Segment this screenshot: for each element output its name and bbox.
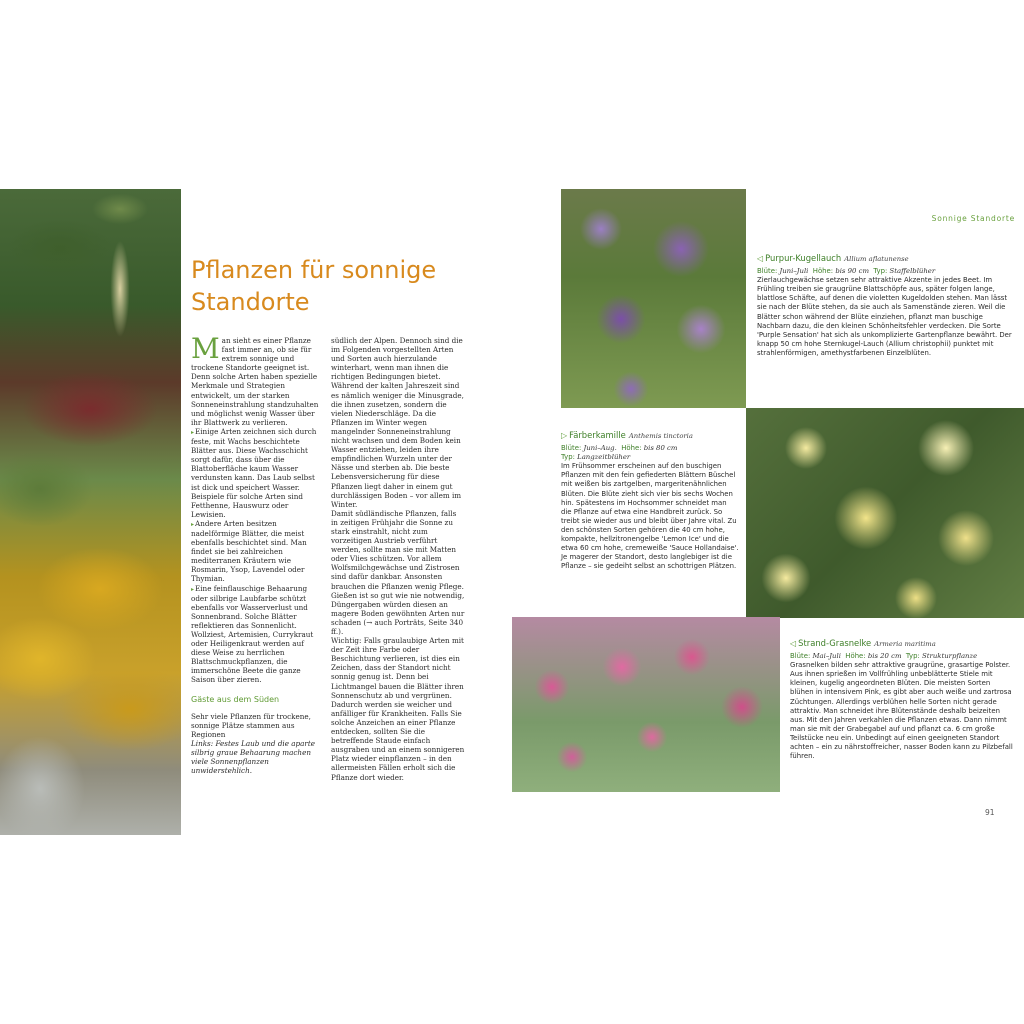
right-arrow-icon: ▷: [561, 431, 568, 440]
plant-title: [561, 431, 739, 441]
typ-value: Staffelblüher: [889, 267, 936, 276]
bullet-arrow-icon: ▸: [191, 520, 195, 528]
garden-border-photo: [0, 189, 181, 835]
drop-cap: M: [191, 332, 220, 365]
plant-entry-allium: [757, 254, 1015, 358]
plant-description: Im Frühsommer erscheinen auf den buschigen Pflanzen mit den fein gefiederten Blättern Büschel mit weißen bis zartgelben, margeritenähnlichen Blüten. Die Blüte zieht sich vier bis sechs Wochen hin. Spätestens im Hochsommer schneidet man die Pflanze auf etwa eine Handbreit zurück. So treibt sie wieder aus und bleibt über Jahre vital. Zu den schönsten Sorten gehören die 40 cm hohe, kompakte, hellzitronengelbe 'Lemon Ice' und die etwa 60 cm hohe, cremeweiße 'Sauce Hollandaise'. Je magerer der Standort, desto langlebiger ist die Pflanze – sie gedeiht selbst an schottrigen Plätzen.: [561, 462, 739, 571]
column-1-end-text: Sehr viele Pflanzen für trockene, sonnige Plätze stammen aus Regionen: [191, 711, 311, 739]
typ-label: Typ:: [905, 652, 920, 661]
headline-line-2: Standorte: [191, 288, 310, 316]
latin-name: Allium aflatunense: [844, 255, 909, 263]
typ-value: Strukturpflanze: [922, 652, 978, 661]
latin-name: Anthemis tinctoria: [628, 432, 693, 440]
intro-text: an sieht es einer Pflanze fast immer an, ob sie für extrem sonnige und trockene Standorte geeignet ist. Denn solche Arten haben spezielle Merkmale und Strategien entwickelt, um der starken Sonneneinstrahlung standzuhalten und möglichst wenig Wasser über ihr Blattwerk zu verlieren.: [191, 336, 319, 427]
hoehe-label: Höhe:: [845, 652, 866, 661]
typ-label: Typ:: [873, 267, 888, 276]
hoehe-value: bis 20 cm: [867, 652, 902, 661]
left-arrow-icon: ◁: [757, 254, 764, 263]
bluete-label: Blüte:: [561, 444, 582, 453]
paragraph: Wichtig: Falls graulaubige Arten mit der Zeit ihre Farbe oder Beschichtung verlieren, ist dies ein Zeichen, dass der Standort nicht sonnig genug ist. Denn bei Lichtmangel bauen die Blätter ihren Sonnenschutz ab und vergrünen. Dadurch werden sie weicher und anfälliger für Krankheiten. Falls Sie solche Anzeichen an einer Pflanze entdecken, sollten Sie die betreffende Staude einfach ausgraben und an einem sonnigeren Platz wieder einpflanzen – in den allermeisten Fällen erholt sich die Pflanze dort wieder.: [331, 636, 465, 782]
page-headline: [191, 254, 491, 318]
list-item: [191, 519, 319, 584]
bluete-label: Blüte:: [790, 652, 811, 661]
plant-description: Grasnelken bilden sehr attraktive graugrüne, grasartige Polster. Aus ihnen sprießen im Vollfrühling unbeblätterte Stiele mit kleinen, kugelig angeordneten Blüten. Die meisten Sorten blühen in intensivem Pink, es gibt aber auch weiße und zartrosa Züchtungen. Allerdings verblühen helle Sorten nicht gerade attraktiv. Man schneidet ihre Blütenstände deshalb beizeiten aus. Mit den Jahren verkahlen die Pflanzen etwas. Dann nimmt man sie mit der Grabegabel auf und pflanzt ca. 6 cm große Teilstücke neu ein. Unbedingt auf einen geeigneten Standort achten – ein zu nährstoffreicher, nasser Boden kann zu Pilzbefall führen.: [790, 661, 1013, 761]
armeria-photo: [512, 617, 780, 792]
list-item: [191, 584, 319, 685]
list-item: [191, 427, 319, 519]
hoehe-label: Höhe:: [812, 267, 834, 276]
plant-meta: [561, 444, 739, 453]
plant-entry-armeria: [790, 639, 1014, 761]
plant-meta: [790, 652, 1014, 661]
paragraph: südlich der Alpen. Dennoch sind die im Folgenden vorgestellten Arten und Sorten auch hierzulande winterhart, wenn man ihnen die richtigen Bedingungen bietet. Während der kalten Jahreszeit sind es nämlich weniger die Minusgrade, die ihnen zusetzen, sondern die vielen Niederschläge. Da die Pflanzen im Winter wegen mangelnder Sonneneinstrahlung nicht wachsen und dem Boden kein Wasser entziehen, leiden ihre empfindlichen Wurzeln unter der Nässe und sterben ab. Die beste Lebensversicherung für diese Pflanzen liegt daher in einem gut durchlässigen Boden – vor allem im Winter.: [331, 336, 464, 509]
hoehe-label: Höhe:: [621, 444, 642, 453]
list-item-text: Einige Arten zeichnen sich durch feste, mit Wachs beschichtete Blätter aus. Diese Wachsschicht sorgt dafür, dass über die Blattoberfläche kaum Wasser verdunsten kann. Das Laub selbst ist dick und speichert Wasser. Beispiele für solche Arten sind Fetthenne, Hauswurz oder Lewisien.: [191, 426, 317, 519]
subheading: Gäste aus dem Süden: [191, 694, 280, 704]
plant-name: Färberkamille: [569, 430, 626, 440]
hoehe-value: bis 90 cm: [835, 267, 870, 276]
typ-value: Langzeitblüher: [577, 453, 631, 462]
bluete-value: Juni–Juli: [779, 267, 809, 276]
plant-title: [790, 639, 1014, 649]
latin-name: Armeria maritima: [874, 640, 936, 648]
plant-meta: [757, 267, 1015, 276]
bullet-arrow-icon: ▸: [191, 428, 195, 436]
text-column-1: [191, 332, 319, 776]
plant-meta-type: [561, 453, 739, 462]
list-item-text: Andere Arten besitzen nadelförmige Blätter, die meist ebenfalls beschichtet sind. Man findet sie bei zahlreichen mediterranen Kräutern wie Rosmarin, Ysop, Lavendel oder Thymian.: [191, 518, 307, 584]
bullet-arrow-icon: ▸: [191, 585, 195, 593]
left-arrow-icon: ◁: [790, 639, 797, 648]
allium-photo: [561, 189, 746, 408]
typ-label: Typ:: [561, 453, 575, 462]
text-column-2: [331, 336, 465, 782]
page-number: 91: [985, 808, 995, 817]
plant-name: Purpur-Kugellauch: [765, 253, 842, 263]
section-label: Sonnige Standorte: [931, 214, 1015, 223]
plant-description: Zierlauchgewächse setzen sehr attraktive Akzente in jedes Beet. Im Frühling treiben sie graugrüne Blattschöpfe aus, später folgen lange, blattlose Schäfte, auf denen die violetten Kugeldolden stehen. Man lässt sie nach der Blüte stehen, da sie auch als Samenstände zieren. Weil die Blätter schon während der Blüte einziehen, pflanzt man buschige Nachbarn dazu, die den kleinen Schönheitsfehler verdecken. Die Sorte 'Purple Sensation' hat sich als unkomplizierte Gartenpflanze bewährt. Der knapp 50 cm hohe Sternkugel-Lauch (Allium christophii) punktet mit strahlenförmigen, amethystfarbenen Einzelblüten.: [757, 276, 1012, 357]
paragraph: Damit südländische Pflanzen, falls in zeitigen Frühjahr die Sonne zu stark einstrahlt, nicht zum vorzeitigen Austrieb verführt werden, sollte man sie mit Matten oder Vlies schützen. Vor allem Wolfsmilchgewächse und Zistrosen sind dafür dankbar. Ansonsten brauchen die Pflanzen wenig Pflege. Gießen ist so gut wie nie notwendig, Düngergaben würden diesen an magere Boden gewöhnten Arten nur schaden (→ auch Porträts, Seite 340 ff.).: [331, 508, 465, 636]
bluete-value: Mai–Juli: [812, 652, 841, 661]
plant-entry-anthemis: [561, 431, 739, 571]
bluete-value: Juni–Aug.: [583, 444, 617, 453]
plant-name: Strand-Grasnelke: [798, 638, 872, 648]
hoehe-value: bis 80 cm: [643, 444, 678, 453]
bluete-label: Blüte:: [757, 267, 778, 276]
list-item-text: Eine feinflauschige Behaarung oder silbrige Laubfarbe schützt ebenfalls vor Wasserverlust und Sonnenbrand. Solche Blätter reflektieren das Sonnenlicht. Wollziest, Artemisien, Currykraut oder Heiligenkraut werden auf diese Weise zu herrlichen Blattschmuckpflanzen, die immerschöne Beete die ganze Saison über zieren.: [191, 583, 314, 685]
photo-caption: Links: Festes Laub und die aparte silbrig graue Behaarung machen viele Sonnenpflanzen unwiderstehlich.: [191, 738, 316, 776]
headline-line-1: Pflanzen für sonnige: [191, 256, 437, 284]
intro-paragraph: [191, 332, 319, 427]
anthemis-photo: [746, 408, 1024, 618]
plant-title: [757, 254, 1015, 264]
